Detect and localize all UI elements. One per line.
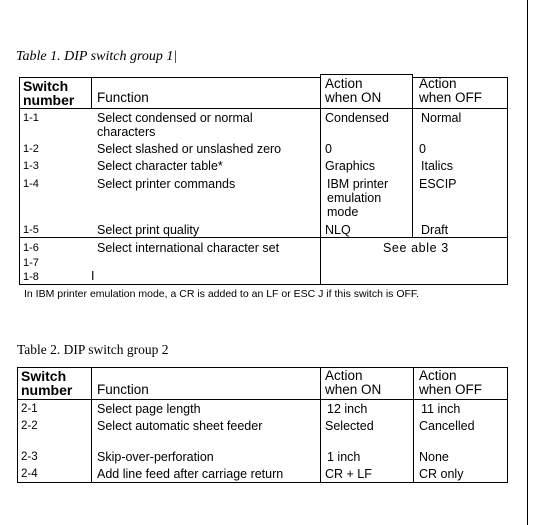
t2-row-2-1-off: 11 inch bbox=[421, 402, 461, 416]
table1-caption: Table 1. DIP switch group 1| bbox=[16, 49, 178, 64]
t2-header-off-l1: Action bbox=[419, 368, 457, 383]
t1-row-1-4-function: Select printer commands bbox=[97, 177, 236, 191]
page-edge-line bbox=[527, 0, 528, 525]
t1-row-1-1-on: Condensed bbox=[325, 111, 389, 125]
t2-row-2-3-off: None bbox=[419, 450, 449, 464]
t1-row-1-5-on: NLQ bbox=[325, 223, 351, 237]
table2-col3-divider bbox=[413, 367, 414, 483]
t2-header-on-l2: when ON bbox=[325, 382, 382, 397]
t2-row-2-4-off: CR only bbox=[419, 467, 464, 481]
t2-row-2-1-switch: 2-1 bbox=[21, 403, 38, 415]
t1-row-1-4-on-l1: IBM printer bbox=[327, 177, 389, 191]
t2-header-off-l2: when OFF bbox=[419, 382, 483, 397]
t1-header-on-l2: when ON bbox=[325, 90, 382, 105]
t1-row-1-6-merged-action: See able 3 bbox=[383, 241, 449, 255]
t1-row-1-6-function: Select international character set bbox=[97, 241, 280, 255]
t1-header-on-l1: Action bbox=[325, 76, 363, 91]
table2-col1-divider bbox=[91, 367, 92, 483]
t1-row-1-3-off: Italics bbox=[421, 159, 453, 173]
t1-header-off-l1: Action bbox=[419, 76, 457, 91]
t1-row-1-4-off: ESCIP bbox=[419, 177, 457, 191]
t2-row-2-3-function: Skip-over-perforation bbox=[97, 450, 214, 464]
t1-row-1-3-function: Select character table* bbox=[97, 159, 223, 173]
t1-row-1-3-switch: 1-3 bbox=[23, 160, 39, 172]
table1-top-border-on bbox=[320, 74, 412, 75]
t2-row-2-4-function: Add line feed after carriage return bbox=[97, 467, 284, 481]
t1-row-1-8-function: I bbox=[91, 269, 95, 283]
t1-row-1-8-switch: 1-8 bbox=[23, 271, 39, 283]
t1-header-number: number bbox=[23, 92, 75, 108]
t2-row-2-3-on: 1 inch bbox=[327, 450, 361, 464]
t2-header-on-l1: Action bbox=[325, 368, 363, 383]
table1-right-border bbox=[507, 77, 508, 285]
table2-caption: Table 2. DIP switch group 2 bbox=[17, 342, 169, 357]
t1-row-1-4-on-l2: emulation bbox=[327, 191, 382, 205]
t2-header-function: Function bbox=[97, 382, 149, 397]
t1-row-1-6-switch: 1-6 bbox=[23, 242, 39, 254]
t1-header-switch: Switch bbox=[23, 78, 69, 94]
table2-col2-divider bbox=[320, 367, 321, 483]
t1-row-1-5-function: Select print quality bbox=[97, 223, 200, 237]
t1-header-function: Function bbox=[97, 90, 149, 105]
t2-row-2-1-function: Select page length bbox=[97, 402, 201, 416]
t1-row-1-2-off: 0 bbox=[419, 142, 426, 156]
t2-row-2-3-switch: 2-3 bbox=[21, 451, 38, 463]
t2-row-2-1-on: 12 inch bbox=[327, 402, 368, 416]
table1-mid-rule bbox=[19, 237, 508, 238]
t1-header-off-l2: when OFF bbox=[419, 90, 483, 105]
t1-row-1-2-switch: 1-2 bbox=[23, 143, 39, 155]
table1-left-border bbox=[19, 77, 20, 285]
t1-row-1-1-function-l1: Select condensed or normal bbox=[97, 111, 253, 125]
table2-left-border bbox=[17, 367, 18, 483]
t2-row-2-2-off: Cancelled bbox=[419, 419, 475, 433]
table1-footnote: In IBM printer emulation mode, a CR is added to an LF or ESC J if this switch is OFF. bbox=[24, 288, 420, 300]
t2-row-2-4-switch: 2-4 bbox=[21, 468, 38, 480]
table1-bottom-border bbox=[19, 284, 508, 285]
t2-row-2-4-on: CR + LF bbox=[325, 467, 372, 481]
t2-row-2-2-switch: 2-2 bbox=[21, 420, 38, 432]
table1-col2-divider bbox=[320, 74, 321, 285]
t1-row-1-4-switch: 1-4 bbox=[23, 178, 39, 190]
t1-row-1-1-switch: 1-1 bbox=[23, 112, 39, 124]
table2-right-border bbox=[507, 367, 508, 483]
table1-header-rule bbox=[19, 108, 508, 109]
t1-row-1-7-switch: 1-7 bbox=[23, 257, 39, 269]
t2-header-number: number bbox=[21, 382, 73, 398]
t2-header-switch: Switch bbox=[21, 368, 67, 384]
t1-row-1-3-on: Graphics bbox=[325, 159, 376, 173]
t1-row-1-2-function: Select slashed or unslashed zero bbox=[97, 142, 282, 156]
t1-row-1-5-off: Draft bbox=[421, 223, 449, 237]
table1-col3-divider bbox=[412, 74, 413, 237]
table1-col1-divider bbox=[91, 77, 92, 108]
t1-row-1-1-function-l2: characters bbox=[97, 125, 156, 139]
t1-row-1-5-switch: 1-5 bbox=[23, 224, 39, 236]
t1-row-1-4-on-l3: mode bbox=[327, 205, 359, 219]
t1-row-1-2-on: 0 bbox=[325, 142, 332, 156]
t1-row-1-1-off: Normal bbox=[421, 111, 462, 125]
t2-row-2-2-function: Select automatic sheet feeder bbox=[97, 419, 263, 433]
t2-row-2-2-on: Selected bbox=[325, 419, 374, 433]
